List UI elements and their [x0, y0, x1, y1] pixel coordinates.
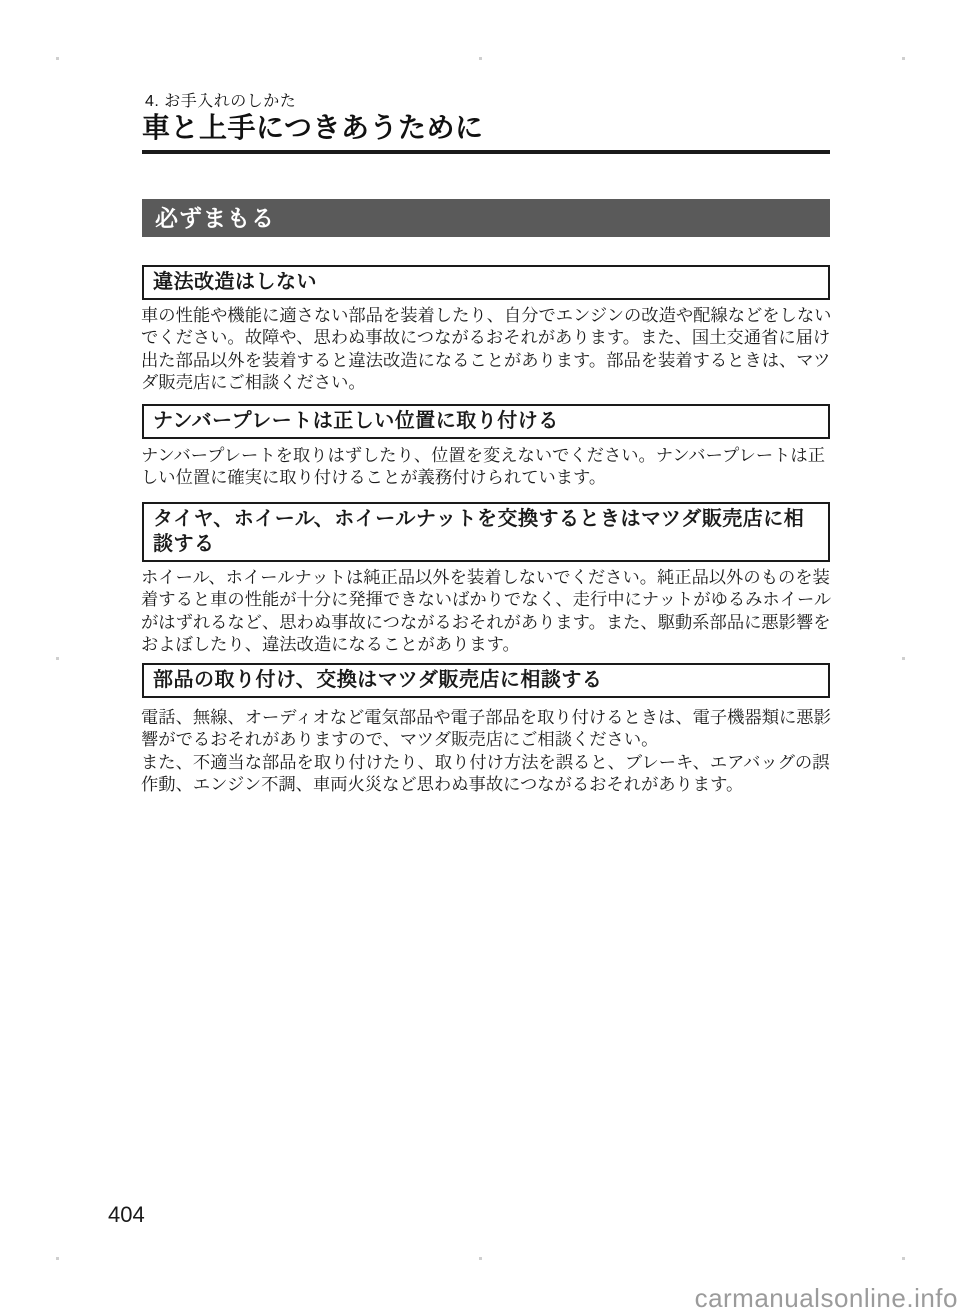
- section-body-tires-wheels: [141, 566, 847, 656]
- registration-mark: [902, 1257, 905, 1260]
- body-line: しい位置に確実に取り付けることが義務付けられています。: [141, 467, 607, 488]
- body-line: 車の性能や機能に適さない部品を装着したり、自分でエンジンの改造や配線などをしない: [141, 305, 832, 325]
- section-heading-text: 部品の取り付け、交換はマツダ販売店に相談する: [153, 669, 603, 691]
- body-line: 響がでるおそれがありますので、マツダ販売店にご相談ください。: [141, 729, 659, 750]
- section-heading-text: 違法改造はしない: [153, 271, 317, 293]
- body-line: ナンバープレートを取りはずしたり、位置を変えないでください。ナンバープレートは正: [141, 445, 825, 465]
- section-heading-license-plate: [142, 404, 830, 439]
- title-rule: [142, 150, 830, 154]
- body-line: ダ販売店にご相談ください。: [141, 372, 366, 393]
- body-line: ホイール、ホイールナットは純正品以外を装着しないでください。純正品以外のものを装: [141, 567, 830, 587]
- section-heading-text: タイヤ、ホイール、ホイールナットを交換するときはマツダ販売店に相: [153, 508, 805, 530]
- section-heading-parts-installation: [142, 663, 830, 698]
- registration-mark: [902, 57, 905, 60]
- registration-mark: [56, 57, 59, 60]
- page-number: 404: [108, 1202, 145, 1227]
- section-heading-tires-wheels: [142, 502, 830, 562]
- body-line: 作動、エンジン不調、車両火災など思わぬ事故につながるおそれがあります。: [141, 774, 744, 795]
- body-line: 着すると車の性能が十分に発揮できないばかりでなく、走行中にナットがゆるみホイール: [141, 589, 832, 610]
- registration-mark: [56, 657, 59, 660]
- section-body-license-plate: [141, 444, 847, 489]
- section-body-illegal-modification: [141, 304, 847, 394]
- body-line: でください。故障や、思わぬ事故につながるおそれがあります。また、国土交通省に届け: [141, 327, 831, 348]
- section-heading-text: ナンバープレートは正しい位置に取り付ける: [153, 410, 559, 432]
- registration-mark: [56, 1257, 59, 1260]
- page-title: 車と上手につきあうために: [142, 112, 484, 143]
- registration-mark: [902, 657, 905, 660]
- body-line: がはずれるなど、思わぬ事故につながるおそれがあります。また、駆動系部品に悪影響を: [141, 611, 831, 632]
- section-heading-illegal-modification: [142, 265, 830, 300]
- chapter-label: 4. お手入れのしかた: [145, 93, 297, 110]
- body-line: 電話、無線、オーディオなど電気部品や電子部品を取り付けるときは、電子機器類に悪影: [141, 707, 831, 727]
- must-obey-banner: [142, 199, 830, 237]
- watermark-text: carmanualsonline.info: [694, 1283, 958, 1313]
- banner-label: 必ずまもる: [155, 205, 275, 231]
- section-heading-text: 談する: [153, 533, 215, 555]
- body-line: およぼしたり、違法改造になることがあります。: [141, 634, 520, 655]
- registration-mark: [479, 1257, 482, 1260]
- section-body-parts-installation: [141, 706, 847, 796]
- body-line: 出た部品以外を装着すると違法改造になることがあります。部品を装着するときは、マツ: [141, 349, 831, 370]
- body-line: また、不適当な部品を取り付けたり、取り付け方法を誤ると、ブレーキ、エアバッグの誤: [141, 751, 830, 772]
- registration-mark: [479, 57, 482, 60]
